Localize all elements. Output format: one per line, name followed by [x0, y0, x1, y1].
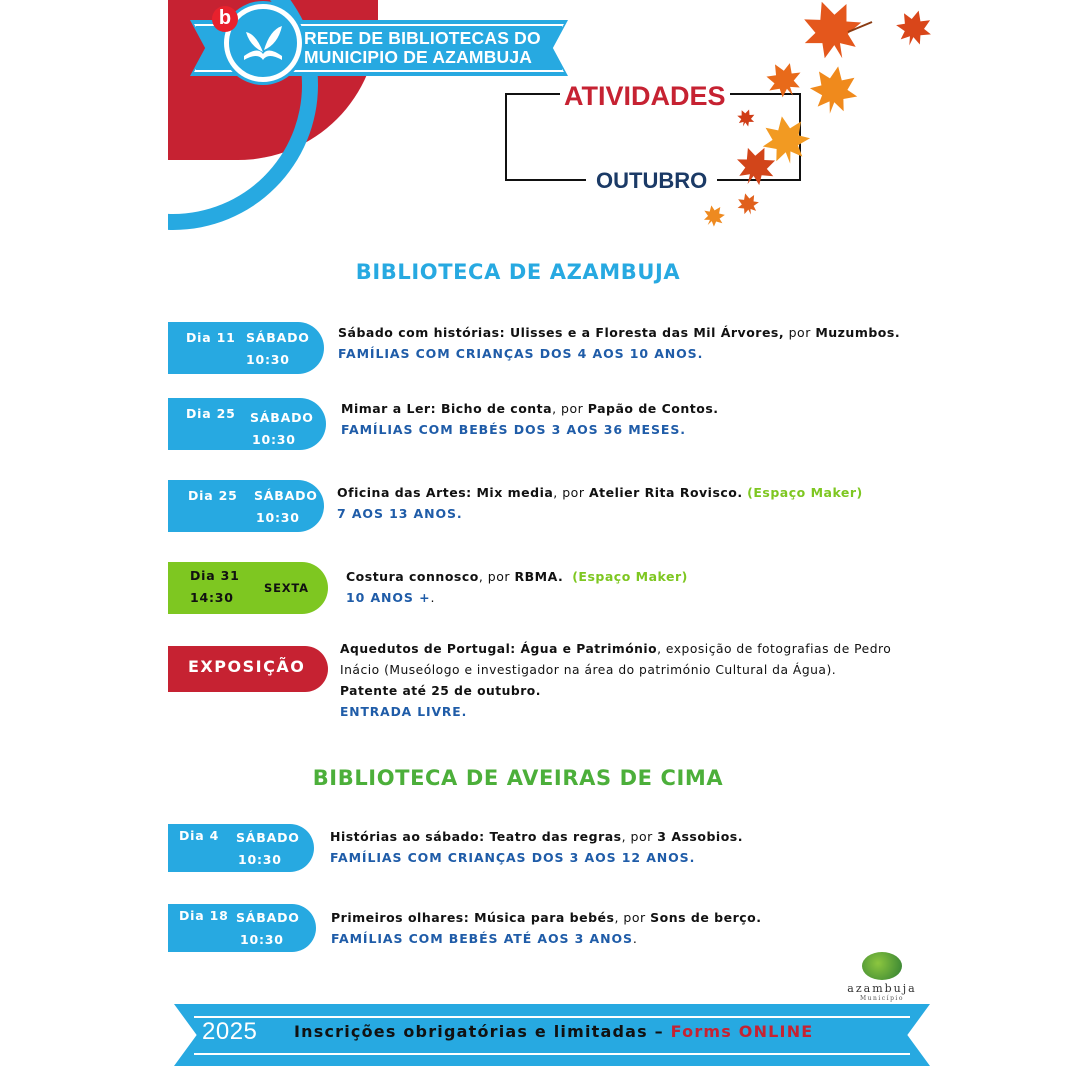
- library-network-name: REDE DE BIBLIOTECAS DO MUNICIPIO DE AZAMBUJA: [304, 28, 541, 67]
- event-description: Oficina das Artes: Mix media, por Atelier Rita Rovisco. (Espaço Maker) 7 AOS 13 ANOS.: [337, 482, 863, 524]
- section-title-azambuja: BIBLIOTECA DE AZAMBUJA: [355, 260, 681, 284]
- date-badge: [168, 562, 328, 614]
- event-weekday: SÁBADO: [246, 330, 310, 345]
- date-badge: [168, 480, 324, 532]
- section-title-aveiras: BIBLIOTECA DE AVEIRAS DE CIMA: [312, 766, 724, 790]
- exhibition-label: EXPOSIÇÃO: [188, 657, 306, 676]
- maker-space-tag: (Espaço Maker): [747, 485, 863, 500]
- exhibition-entry: ENTRADA LIVRE.: [340, 705, 468, 719]
- event-day: Dia 25: [186, 406, 236, 421]
- event-description: Costura connosco, por RBMA. (Espaço Maker) 10 ANOS +.: [346, 569, 688, 605]
- event-audience: 10 ANOS +: [346, 590, 431, 605]
- page-title: ATIVIDADES: [560, 80, 730, 112]
- maker-space-tag: (Espaço Maker): [572, 569, 688, 584]
- municipality-mark-icon: [862, 952, 902, 980]
- event-weekday: SÁBADO: [236, 910, 300, 925]
- event-day: Dia 18: [179, 908, 229, 923]
- exhibition-description: Aquedutos de Portugal: Água e Património, exposição de fotografias de Pedro Inácio (Museólogo e investigador na área do património Cultural da Água). Patente até 25 de outubro. ENTRADA LIVRE.: [340, 639, 891, 723]
- footer-line-bottom: [194, 1053, 910, 1055]
- date-badge: [168, 322, 324, 374]
- event-audience: 7 AOS 13 ANOS.: [337, 506, 463, 521]
- event-description: Primeiros olhares: Música para bebés, por Sons de berço. FAMÍLIAS COM BEBÉS ATÉ AOS 3 ANOS.: [331, 910, 762, 946]
- event-day: Dia 11: [186, 330, 236, 345]
- event-description: Histórias ao sábado: Teatro das regras, por 3 Assobios. FAMÍLIAS COM CRIANÇAS DOS 3 AOS 12 ANOS.: [330, 826, 743, 868]
- event-audience: FAMÍLIAS COM CRIANÇAS DOS 3 AOS 12 ANOS.: [330, 850, 696, 865]
- event-weekday: SEXTA: [264, 581, 309, 595]
- event-description: Sábado com histórias: Ulisses e a Floresta das Mil Árvores, por Muzumbos. FAMÍLIAS COM CRIANÇAS DOS 4 AOS 10 ANOS.: [338, 322, 900, 364]
- exhibition-badge: [168, 646, 328, 692]
- poster: [168, 0, 932, 1080]
- year-label: 2025: [202, 1018, 258, 1045]
- date-badge: [168, 824, 314, 872]
- event-time: 14:30: [190, 590, 234, 605]
- logo-letter-badge: b: [212, 6, 238, 32]
- event-weekday: SÁBADO: [236, 830, 300, 845]
- event-audience: FAMÍLIAS COM BEBÉS DOS 3 AOS 36 MESES.: [341, 422, 686, 437]
- event-day: Dia 4: [179, 828, 220, 843]
- event-audience: FAMÍLIAS COM CRIANÇAS DOS 4 AOS 10 ANOS.: [338, 346, 704, 361]
- event-audience: FAMÍLIAS COM BEBÉS ATÉ AOS 3 ANOS: [331, 931, 633, 946]
- event-time: 10:30: [240, 932, 284, 947]
- autumn-leaves-icon: [698, 0, 932, 236]
- footer-line-top: [194, 1016, 910, 1018]
- event-time: 10:30: [246, 352, 290, 367]
- event-time: 10:30: [238, 852, 282, 867]
- event-time: 10:30: [252, 432, 296, 447]
- event-time: 10:30: [256, 510, 300, 525]
- event-day: Dia 25: [188, 488, 238, 503]
- date-badge: [168, 904, 316, 952]
- event-description: Mimar a Ler: Bicho de conta, por Papão de Contos. FAMÍLIAS COM BEBÉS DOS 3 AOS 36 MESES.: [341, 398, 719, 440]
- event-weekday: SÁBADO: [250, 410, 314, 425]
- page-subtitle: OUTUBRO: [586, 168, 717, 194]
- registration-notice: Inscrições obrigatórias e limitadas – Forms ONLINE: [294, 1022, 814, 1041]
- municipality-logo: azambuja Município: [844, 952, 920, 1002]
- event-weekday: SÁBADO: [254, 488, 318, 503]
- forms-online-link[interactable]: Forms ONLINE: [670, 1022, 814, 1041]
- event-day: Dia 31: [190, 568, 240, 583]
- date-badge: [168, 398, 326, 450]
